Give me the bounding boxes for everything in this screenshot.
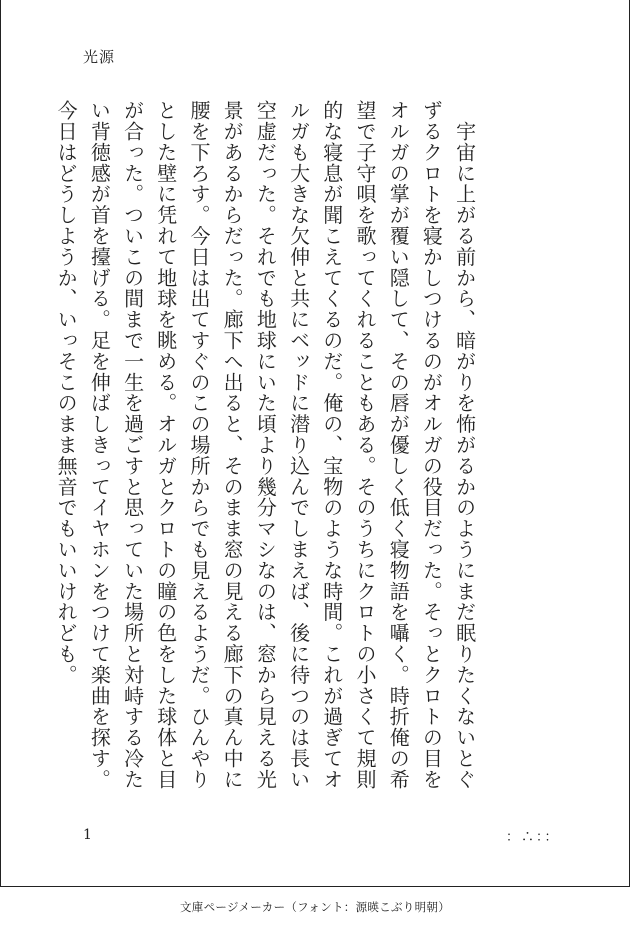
vertical-body-text <box>54 100 547 810</box>
paragraph: 宇宙に上がる前から、暗がりを怖がるかのようにまだ眠りたくないとぐずるクロトを寝かしつけるのがオルガの役目だった。そっとクロトの目をオルガの掌が覆い隠して、その唇が優しく低く寝物語を囁く。時折俺の希望で子守唄を歌ってくれることもある。そのうちにクロトの小さくて規則的な寝息が聞こえてくるのだ。俺の、宝物のような時間。これが過ぎてオルガも大きな欠伸と共にベッドに潜り込んでしまえば、後に待つのは長い空虚だった。それでも地球にいた頃より幾分マシなのは、窓から見える光景があるからだった。廊下へ出ると、そのまま窓の見える廊下の真ん中に腰を下ろす。今日は出てすぐのこの場所からでも見えるようだ。ひんやりとした壁に凭れて地球を眺める。オルガとクロトの瞳の色をした球体と目が合った。ついこの間まで一生を過ごすと思っていた場所と対峙する冷たい背徳感が首を擡げる。足を伸ばしきってイヤホンをつけて楽曲を探す。今日はどうしようか、いっそこのまま無音でもいいけれども。 <box>54 100 477 790</box>
page-number: 1 <box>83 827 92 843</box>
page-title: 光源 <box>83 48 116 66</box>
footer-credit: 文庫ページメーカー（フォント：源暎こぶり明朝） <box>179 900 451 914</box>
ornament-mark: ：∴：： <box>506 830 560 845</box>
